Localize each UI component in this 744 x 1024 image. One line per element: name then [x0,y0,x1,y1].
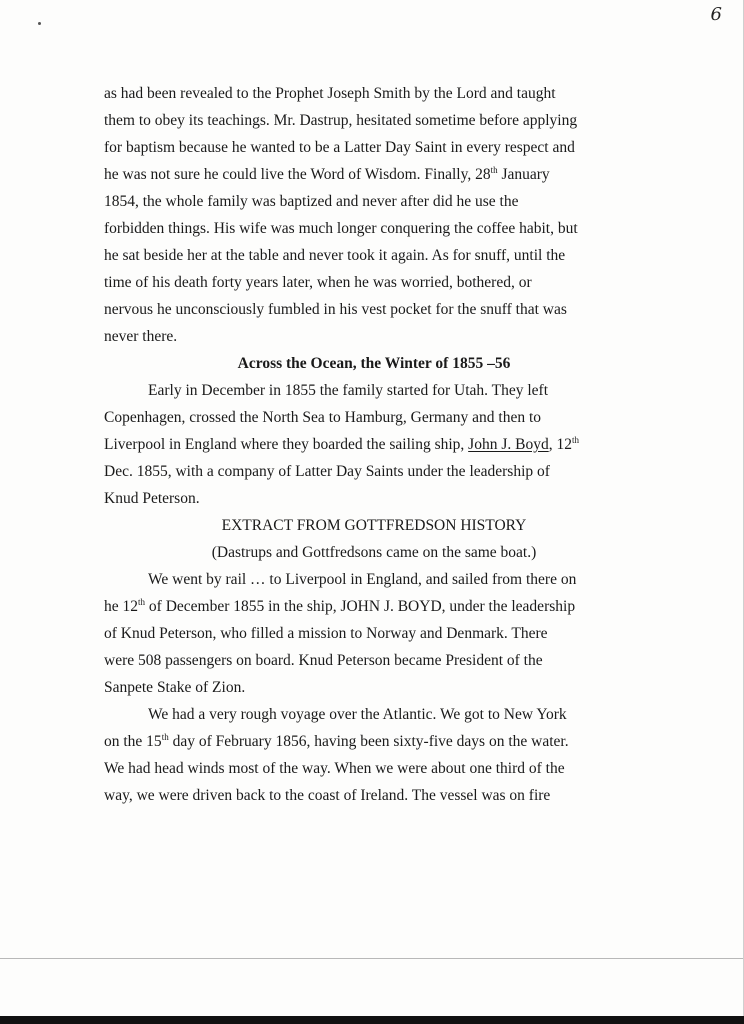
line-text: Knud Peterson. [104,490,200,507]
text-line [104,566,644,593]
line-text: (Dastrups and Gottfredsons came on the same boat.) [211,544,537,561]
ordinal-suffix: th [161,732,169,742]
page-bottom-rule [0,958,744,959]
line-text-after: day of February 1856, having been sixty-five days on the water. [168,733,569,750]
line-text: as had been revealed to the Prophet Joseph Smith by the Lord and taught [104,85,556,102]
line-text: Dec. 1855, with a company of Latter Day Saints under the leadership of [104,463,550,480]
text-line [104,485,644,512]
text-line [104,647,644,674]
text-line [104,755,644,782]
line-text: time of his death forty years later, when he was worried, bothered, or [104,274,532,291]
text-line [104,701,644,728]
text-line [104,296,644,323]
ordinal-suffix: th [138,597,146,607]
text-line [104,782,644,809]
text-line [104,188,644,215]
line-text: EXTRACT FROM GOTTFREDSON HISTORY [221,517,527,534]
text-line [104,674,644,701]
section-heading [104,350,644,377]
text-line [104,215,644,242]
text-line [104,377,644,404]
text-line [104,107,644,134]
section-heading [104,539,644,566]
line-text: Across the Ocean, the Winter of 1855 –56 [237,355,511,372]
line-text: for baptism because he wanted to be a Latter Day Saint in every respect and [104,139,575,156]
line-text: on the 15 [104,733,162,750]
line-text: Early in December in 1855 the family started for Utah. They left [148,382,548,399]
scan-speck [38,22,41,25]
line-text: them to obey its teachings. Mr. Dastrup, hesitated sometime before applying [104,112,578,129]
text-line [104,431,644,458]
text-line [104,593,644,620]
line-text-after: January [497,166,550,183]
text-line [104,728,644,755]
line-text: nervous he unconsciously fumbled in his vest pocket for the snuff that was [104,301,567,318]
line-text-after: , 12 [548,436,572,453]
ordinal-suffix: th [490,165,498,175]
line-text: Sanpete Stake of Zion. [104,679,246,696]
line-text: We went by rail … to Liverpool in England, and sailed from there on [148,571,577,588]
line-text: Copenhagen, crossed the North Sea to Hamburg, Germany and then to [104,409,542,426]
line-text: he sat beside her at the table and never took it again. As for snuff, until the [104,247,566,264]
text-line [104,404,644,431]
text-line [104,620,644,647]
text-line [104,458,644,485]
section-heading [104,512,644,539]
line-text-after: of December 1855 in the ship, JOHN J. BOYD, under the leadership [145,598,576,615]
ship-name: John J. Boyd [468,436,549,453]
line-text: were 508 passengers on board. Knud Peterson became President of the [104,652,543,669]
text-line [104,269,644,296]
text-line [104,134,644,161]
line-text: of Knud Peterson, who filled a mission to Norway and Denmark. There [104,625,548,642]
ordinal-suffix: th [571,435,579,445]
body-text [104,80,644,809]
line-text: 1854, the whole family was baptized and never after did he use the [104,193,519,210]
line-text: forbidden things. His wife was much longer conquering the coffee habit, but [104,220,578,237]
scan-bottom-edge [0,1016,744,1024]
line-text: way, we were driven back to the coast of Ireland. The vessel was on fire [104,787,551,804]
line-text: he 12 [104,598,139,615]
text-line [104,323,644,350]
line-text: never there. [104,328,178,345]
line-text: We had a very rough voyage over the Atlantic. We got to New York [148,706,567,723]
text-line [104,161,644,188]
text-line [104,80,644,107]
page-number: 6 [710,4,722,25]
line-text: he was not sure he could live the Word of Wisdom. Finally, 28 [104,166,491,183]
text-line [104,242,644,269]
line-text: Liverpool in England where they boarded the sailing ship, [104,436,469,453]
line-text: We had head winds most of the way. When we were about one third of the [104,760,565,777]
